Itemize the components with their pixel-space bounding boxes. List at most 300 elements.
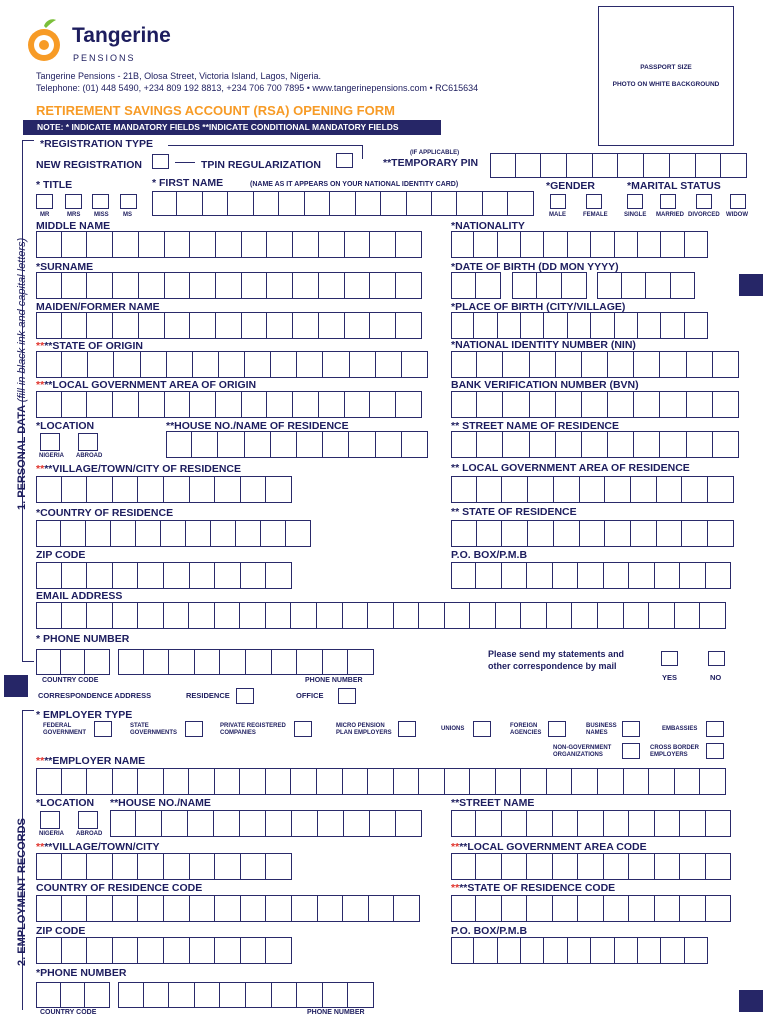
grid-cell[interactable] [113, 853, 139, 880]
grid-cell[interactable] [189, 768, 215, 795]
grid-cell[interactable] [618, 153, 644, 178]
grid-cell[interactable] [297, 982, 323, 1008]
house-grid[interactable] [166, 431, 428, 458]
grid-cell[interactable] [165, 312, 191, 339]
grid-cell[interactable] [164, 602, 190, 629]
grid-cell[interactable] [451, 431, 477, 458]
employer-house-grid[interactable] [110, 810, 422, 837]
grid-cell[interactable] [396, 312, 422, 339]
grid-cell[interactable] [713, 351, 739, 378]
grid-cell[interactable] [211, 520, 236, 547]
grid-cell[interactable] [476, 810, 501, 837]
grid-cell[interactable] [661, 312, 684, 339]
grid-cell[interactable] [521, 312, 544, 339]
grid-cell[interactable] [220, 649, 246, 675]
grid-cell[interactable] [113, 768, 139, 795]
grid-cell[interactable] [61, 520, 86, 547]
grid-cell[interactable] [508, 191, 533, 216]
grid-cell[interactable] [580, 476, 606, 503]
grid-cell[interactable] [164, 853, 190, 880]
grid-cell[interactable] [537, 272, 562, 299]
grid-cell[interactable] [680, 895, 705, 922]
grid-cell[interactable] [708, 476, 734, 503]
grid-cell[interactable] [568, 937, 591, 964]
grid-cell[interactable] [496, 768, 522, 795]
grid-cell[interactable] [370, 312, 396, 339]
grid-cell[interactable] [661, 231, 684, 258]
grid-cell[interactable] [687, 431, 713, 458]
grid-cell[interactable] [136, 520, 161, 547]
grid-cell[interactable] [241, 476, 267, 503]
grid-cell[interactable] [319, 312, 345, 339]
grid-cell[interactable] [631, 520, 657, 547]
grid-cell[interactable] [36, 649, 61, 675]
grid-cell[interactable] [451, 272, 476, 299]
grid-cell[interactable] [61, 982, 86, 1008]
grid-cell[interactable] [477, 476, 503, 503]
grid-cell[interactable] [267, 272, 293, 299]
grid-cell[interactable] [591, 937, 614, 964]
grid-cell[interactable] [161, 520, 186, 547]
marital-married-checkbox[interactable] [660, 194, 676, 209]
grid-cell[interactable] [350, 351, 376, 378]
location-nigeria-checkbox[interactable] [40, 433, 60, 451]
employer-lga-code-grid[interactable] [451, 853, 731, 880]
grid-cell[interactable] [86, 520, 111, 547]
grid-cell[interactable] [169, 982, 195, 1008]
grid-cell[interactable] [582, 351, 608, 378]
state-of-origin-grid[interactable] [36, 351, 428, 378]
grid-cell[interactable] [553, 562, 578, 589]
grid-cell[interactable] [241, 895, 267, 922]
grid-cell[interactable] [291, 768, 317, 795]
title-ms-checkbox[interactable] [120, 194, 137, 209]
grid-cell[interactable] [164, 562, 190, 589]
grid-cell[interactable] [445, 768, 471, 795]
grid-cell[interactable] [604, 562, 629, 589]
gender-male-checkbox[interactable] [550, 194, 566, 209]
grid-cell[interactable] [36, 895, 62, 922]
grid-cell[interactable] [272, 649, 298, 675]
place-of-birth-grid[interactable] [451, 312, 708, 339]
grid-cell[interactable] [319, 272, 345, 299]
grid-cell[interactable] [528, 476, 554, 503]
grid-cell[interactable] [190, 312, 216, 339]
grid-cell[interactable] [36, 351, 62, 378]
grid-cell[interactable] [503, 351, 529, 378]
grid-cell[interactable] [598, 768, 624, 795]
grid-cell[interactable] [317, 602, 343, 629]
grid-cell[interactable] [87, 476, 113, 503]
grid-cell[interactable] [470, 602, 496, 629]
grid-cell[interactable] [215, 602, 241, 629]
grid-cell[interactable] [432, 191, 457, 216]
grid-cell[interactable] [591, 312, 614, 339]
grid-cell[interactable] [419, 768, 445, 795]
grid-cell[interactable] [348, 982, 374, 1008]
grid-cell[interactable] [568, 231, 591, 258]
grid-cell[interactable] [638, 312, 661, 339]
grid-cell[interactable] [708, 520, 734, 547]
grid-cell[interactable] [111, 520, 136, 547]
grid-cell[interactable] [139, 312, 165, 339]
grid-cell[interactable] [451, 231, 474, 258]
grid-cell[interactable] [572, 602, 598, 629]
grid-cell[interactable] [521, 602, 547, 629]
employer-private-checkbox[interactable] [294, 721, 312, 737]
grid-cell[interactable] [216, 312, 242, 339]
grid-cell[interactable] [62, 272, 88, 299]
middle-name-grid[interactable] [36, 231, 422, 258]
grid-cell[interactable] [706, 562, 731, 589]
grid-cell[interactable] [615, 312, 638, 339]
grid-cell[interactable] [556, 431, 582, 458]
grid-cell[interactable] [634, 431, 660, 458]
marital-divorced-checkbox[interactable] [696, 194, 712, 209]
grid-cell[interactable] [598, 602, 624, 629]
grid-cell[interactable] [36, 768, 62, 795]
grid-cell[interactable] [87, 391, 113, 418]
grid-cell[interactable] [62, 937, 88, 964]
grid-cell[interactable] [578, 810, 603, 837]
grid-cell[interactable] [680, 853, 705, 880]
grid-cell[interactable] [279, 191, 304, 216]
grid-cell[interactable] [293, 272, 319, 299]
grid-cell[interactable] [544, 231, 567, 258]
grid-cell[interactable] [216, 391, 242, 418]
grid-cell[interactable] [216, 272, 242, 299]
grid-cell[interactable] [554, 476, 580, 503]
grid-cell[interactable] [192, 431, 218, 458]
grid-cell[interactable] [706, 895, 731, 922]
grid-cell[interactable] [502, 520, 528, 547]
grid-cell[interactable] [687, 351, 713, 378]
grid-cell[interactable] [682, 520, 708, 547]
maiden-name-grid[interactable] [36, 312, 422, 339]
grid-cell[interactable] [521, 768, 547, 795]
temporary-pin-grid[interactable] [490, 153, 747, 178]
grid-cell[interactable] [246, 649, 272, 675]
grid-cell[interactable] [512, 272, 537, 299]
employer-embassies-checkbox[interactable] [706, 721, 724, 737]
grid-cell[interactable] [634, 351, 660, 378]
grid-cell[interactable] [608, 431, 634, 458]
grid-cell[interactable] [266, 895, 292, 922]
grid-cell[interactable] [527, 562, 552, 589]
grid-cell[interactable] [36, 272, 62, 299]
grid-cell[interactable] [36, 562, 62, 589]
grid-cell[interactable] [139, 391, 165, 418]
title-mr-checkbox[interactable] [36, 194, 53, 209]
lga-residence-grid[interactable] [451, 476, 734, 503]
grid-cell[interactable] [242, 312, 268, 339]
grid-cell[interactable] [87, 895, 113, 922]
grid-cell[interactable] [345, 391, 371, 418]
grid-cell[interactable] [649, 602, 675, 629]
grid-cell[interactable] [419, 602, 445, 629]
employer-location-abroad-checkbox[interactable] [78, 811, 98, 829]
grid-cell[interactable] [605, 476, 631, 503]
grid-cell[interactable] [608, 391, 634, 418]
email-grid[interactable] [36, 602, 726, 629]
gender-female-checkbox[interactable] [586, 194, 602, 209]
grid-cell[interactable] [368, 768, 394, 795]
grid-cell[interactable] [61, 649, 86, 675]
grid-cell[interactable] [502, 810, 527, 837]
grid-cell[interactable] [266, 602, 292, 629]
grid-cell[interactable] [242, 231, 268, 258]
grid-cell[interactable] [474, 231, 497, 258]
grid-cell[interactable] [242, 272, 268, 299]
grid-cell[interactable] [368, 602, 394, 629]
grid-cell[interactable] [700, 768, 726, 795]
grid-cell[interactable] [166, 431, 192, 458]
employer-country-code-grid[interactable] [36, 982, 110, 1008]
grid-cell[interactable] [451, 391, 477, 418]
grid-cell[interactable] [215, 768, 241, 795]
employer-pobox-grid[interactable] [451, 937, 708, 964]
grid-cell[interactable] [62, 895, 88, 922]
grid-cell[interactable] [615, 937, 638, 964]
grid-cell[interactable] [638, 231, 661, 258]
grid-cell[interactable] [293, 391, 319, 418]
grid-cell[interactable] [655, 810, 680, 837]
grid-cell[interactable] [451, 351, 477, 378]
grid-cell[interactable] [696, 153, 722, 178]
grid-cell[interactable] [344, 810, 370, 837]
grid-cell[interactable] [62, 391, 88, 418]
grid-cell[interactable] [62, 476, 88, 503]
employer-state-checkbox[interactable] [185, 721, 203, 737]
grid-cell[interactable] [370, 231, 396, 258]
grid-cell[interactable] [246, 982, 272, 1008]
mail-yes-checkbox[interactable] [661, 651, 678, 666]
grid-cell[interactable] [451, 810, 476, 837]
employer-street-grid[interactable] [451, 810, 731, 837]
grid-cell[interactable] [271, 351, 297, 378]
grid-cell[interactable] [323, 351, 349, 378]
employer-federal-checkbox[interactable] [94, 721, 112, 737]
grid-cell[interactable] [114, 351, 140, 378]
grid-cell[interactable] [317, 768, 343, 795]
grid-cell[interactable] [318, 810, 344, 837]
employer-cross-border-checkbox[interactable] [706, 743, 724, 759]
grid-cell[interactable] [657, 476, 683, 503]
grid-cell[interactable] [644, 153, 670, 178]
grid-cell[interactable] [396, 391, 422, 418]
marital-single-checkbox[interactable] [627, 194, 643, 209]
grid-cell[interactable] [240, 810, 266, 837]
grid-cell[interactable] [396, 231, 422, 258]
grid-cell[interactable] [713, 391, 739, 418]
mail-no-checkbox[interactable] [708, 651, 725, 666]
grid-cell[interactable] [85, 982, 110, 1008]
grid-cell[interactable] [608, 351, 634, 378]
corr-office-checkbox[interactable] [338, 688, 356, 704]
grid-cell[interactable] [165, 231, 191, 258]
grid-cell[interactable] [675, 768, 701, 795]
grid-cell[interactable] [165, 391, 191, 418]
grid-cell[interactable] [345, 231, 371, 258]
grid-cell[interactable] [139, 272, 165, 299]
grid-cell[interactable] [629, 562, 654, 589]
grid-cell[interactable] [530, 391, 556, 418]
location-abroad-checkbox[interactable] [78, 433, 98, 451]
grid-cell[interactable] [394, 895, 420, 922]
grid-cell[interactable] [323, 982, 349, 1008]
grid-cell[interactable] [655, 562, 680, 589]
state-residence-grid[interactable] [451, 520, 734, 547]
grid-cell[interactable] [638, 937, 661, 964]
grid-cell[interactable] [215, 937, 241, 964]
grid-cell[interactable] [527, 853, 552, 880]
grid-cell[interactable] [502, 476, 528, 503]
grid-cell[interactable] [297, 351, 323, 378]
grid-cell[interactable] [266, 937, 292, 964]
grid-cell[interactable] [36, 476, 62, 503]
grid-cell[interactable] [721, 153, 747, 178]
grid-cell[interactable] [141, 351, 167, 378]
grid-cell[interactable] [369, 895, 395, 922]
grid-cell[interactable] [381, 191, 406, 216]
grid-cell[interactable] [503, 431, 529, 458]
grid-cell[interactable] [330, 191, 355, 216]
grid-cell[interactable] [87, 272, 113, 299]
grid-cell[interactable] [530, 351, 556, 378]
grid-cell[interactable] [241, 562, 267, 589]
grid-cell[interactable] [138, 937, 164, 964]
grid-cell[interactable] [591, 231, 614, 258]
grid-cell[interactable] [597, 272, 622, 299]
grid-cell[interactable] [376, 351, 402, 378]
grid-cell[interactable] [113, 391, 139, 418]
grid-cell[interactable] [267, 231, 293, 258]
grid-cell[interactable] [189, 602, 215, 629]
grid-cell[interactable] [164, 937, 190, 964]
grid-cell[interactable] [530, 431, 556, 458]
grid-cell[interactable] [113, 476, 139, 503]
grid-cell[interactable] [680, 810, 705, 837]
employer-name-grid[interactable] [36, 768, 726, 795]
grid-cell[interactable] [167, 351, 193, 378]
grid-cell[interactable] [286, 520, 311, 547]
grid-cell[interactable] [706, 810, 731, 837]
grid-cell[interactable] [682, 476, 708, 503]
grid-cell[interactable] [186, 520, 211, 547]
grid-cell[interactable] [343, 602, 369, 629]
grid-cell[interactable] [578, 562, 603, 589]
grid-cell[interactable] [218, 431, 244, 458]
grid-cell[interactable] [138, 853, 164, 880]
grid-cell[interactable] [297, 649, 323, 675]
new-registration-checkbox[interactable] [152, 154, 169, 169]
grid-cell[interactable] [396, 810, 422, 837]
grid-cell[interactable] [292, 810, 318, 837]
employer-phone-number-grid[interactable] [118, 982, 374, 1008]
grid-cell[interactable] [445, 602, 471, 629]
grid-cell[interactable] [190, 895, 216, 922]
pobox-grid[interactable] [451, 562, 731, 589]
grid-cell[interactable] [87, 768, 113, 795]
grid-cell[interactable] [245, 351, 271, 378]
grid-cell[interactable] [700, 602, 726, 629]
employer-village-grid[interactable] [36, 853, 292, 880]
grid-cell[interactable] [190, 853, 216, 880]
grid-cell[interactable] [544, 937, 567, 964]
phone-number-grid[interactable] [118, 649, 374, 675]
grid-cell[interactable] [605, 520, 631, 547]
grid-cell[interactable] [245, 431, 271, 458]
grid-cell[interactable] [193, 351, 219, 378]
grid-cell[interactable] [318, 895, 344, 922]
grid-cell[interactable] [349, 431, 375, 458]
grid-cell[interactable] [118, 982, 144, 1008]
grid-cell[interactable] [568, 312, 591, 339]
grid-cell[interactable] [319, 231, 345, 258]
first-name-grid[interactable] [152, 191, 534, 216]
grid-cell[interactable] [219, 351, 245, 378]
grid-cell[interactable] [293, 231, 319, 258]
grid-cell[interactable] [402, 351, 428, 378]
grid-cell[interactable] [266, 768, 292, 795]
grid-cell[interactable] [36, 853, 62, 880]
dob-month-grid[interactable] [512, 272, 587, 299]
grid-cell[interactable] [457, 191, 482, 216]
grid-cell[interactable] [271, 431, 297, 458]
grid-cell[interactable] [36, 231, 62, 258]
grid-cell[interactable] [62, 768, 88, 795]
grid-cell[interactable] [615, 231, 638, 258]
grid-cell[interactable] [604, 895, 629, 922]
nin-grid[interactable] [451, 351, 739, 378]
grid-cell[interactable] [477, 520, 503, 547]
grid-cell[interactable] [87, 231, 113, 258]
grid-cell[interactable] [297, 431, 323, 458]
grid-cell[interactable] [190, 937, 216, 964]
grid-cell[interactable] [670, 153, 696, 178]
grid-cell[interactable] [118, 649, 144, 675]
grid-cell[interactable] [164, 895, 190, 922]
grid-cell[interactable] [190, 391, 216, 418]
grid-cell[interactable] [240, 602, 266, 629]
grid-cell[interactable] [629, 853, 654, 880]
grid-cell[interactable] [578, 853, 603, 880]
grid-cell[interactable] [323, 649, 349, 675]
grid-cell[interactable] [477, 391, 503, 418]
grid-cell[interactable] [376, 431, 402, 458]
grid-cell[interactable] [649, 768, 675, 795]
marital-widow-checkbox[interactable] [730, 194, 746, 209]
grid-cell[interactable] [655, 895, 680, 922]
grid-cell[interactable] [36, 520, 61, 547]
grid-cell[interactable] [660, 391, 686, 418]
grid-cell[interactable] [62, 562, 88, 589]
grid-cell[interactable] [138, 562, 164, 589]
grid-cell[interactable] [580, 520, 606, 547]
grid-cell[interactable] [477, 351, 503, 378]
grid-cell[interactable] [544, 312, 567, 339]
grid-cell[interactable] [292, 895, 318, 922]
grid-cell[interactable] [490, 153, 516, 178]
grid-cell[interactable] [604, 853, 629, 880]
grid-cell[interactable] [370, 810, 396, 837]
grid-cell[interactable] [36, 312, 62, 339]
grid-cell[interactable] [451, 562, 476, 589]
title-mrs-checkbox[interactable] [65, 194, 82, 209]
grid-cell[interactable] [496, 602, 522, 629]
grid-cell[interactable] [562, 272, 587, 299]
grid-cell[interactable] [582, 431, 608, 458]
